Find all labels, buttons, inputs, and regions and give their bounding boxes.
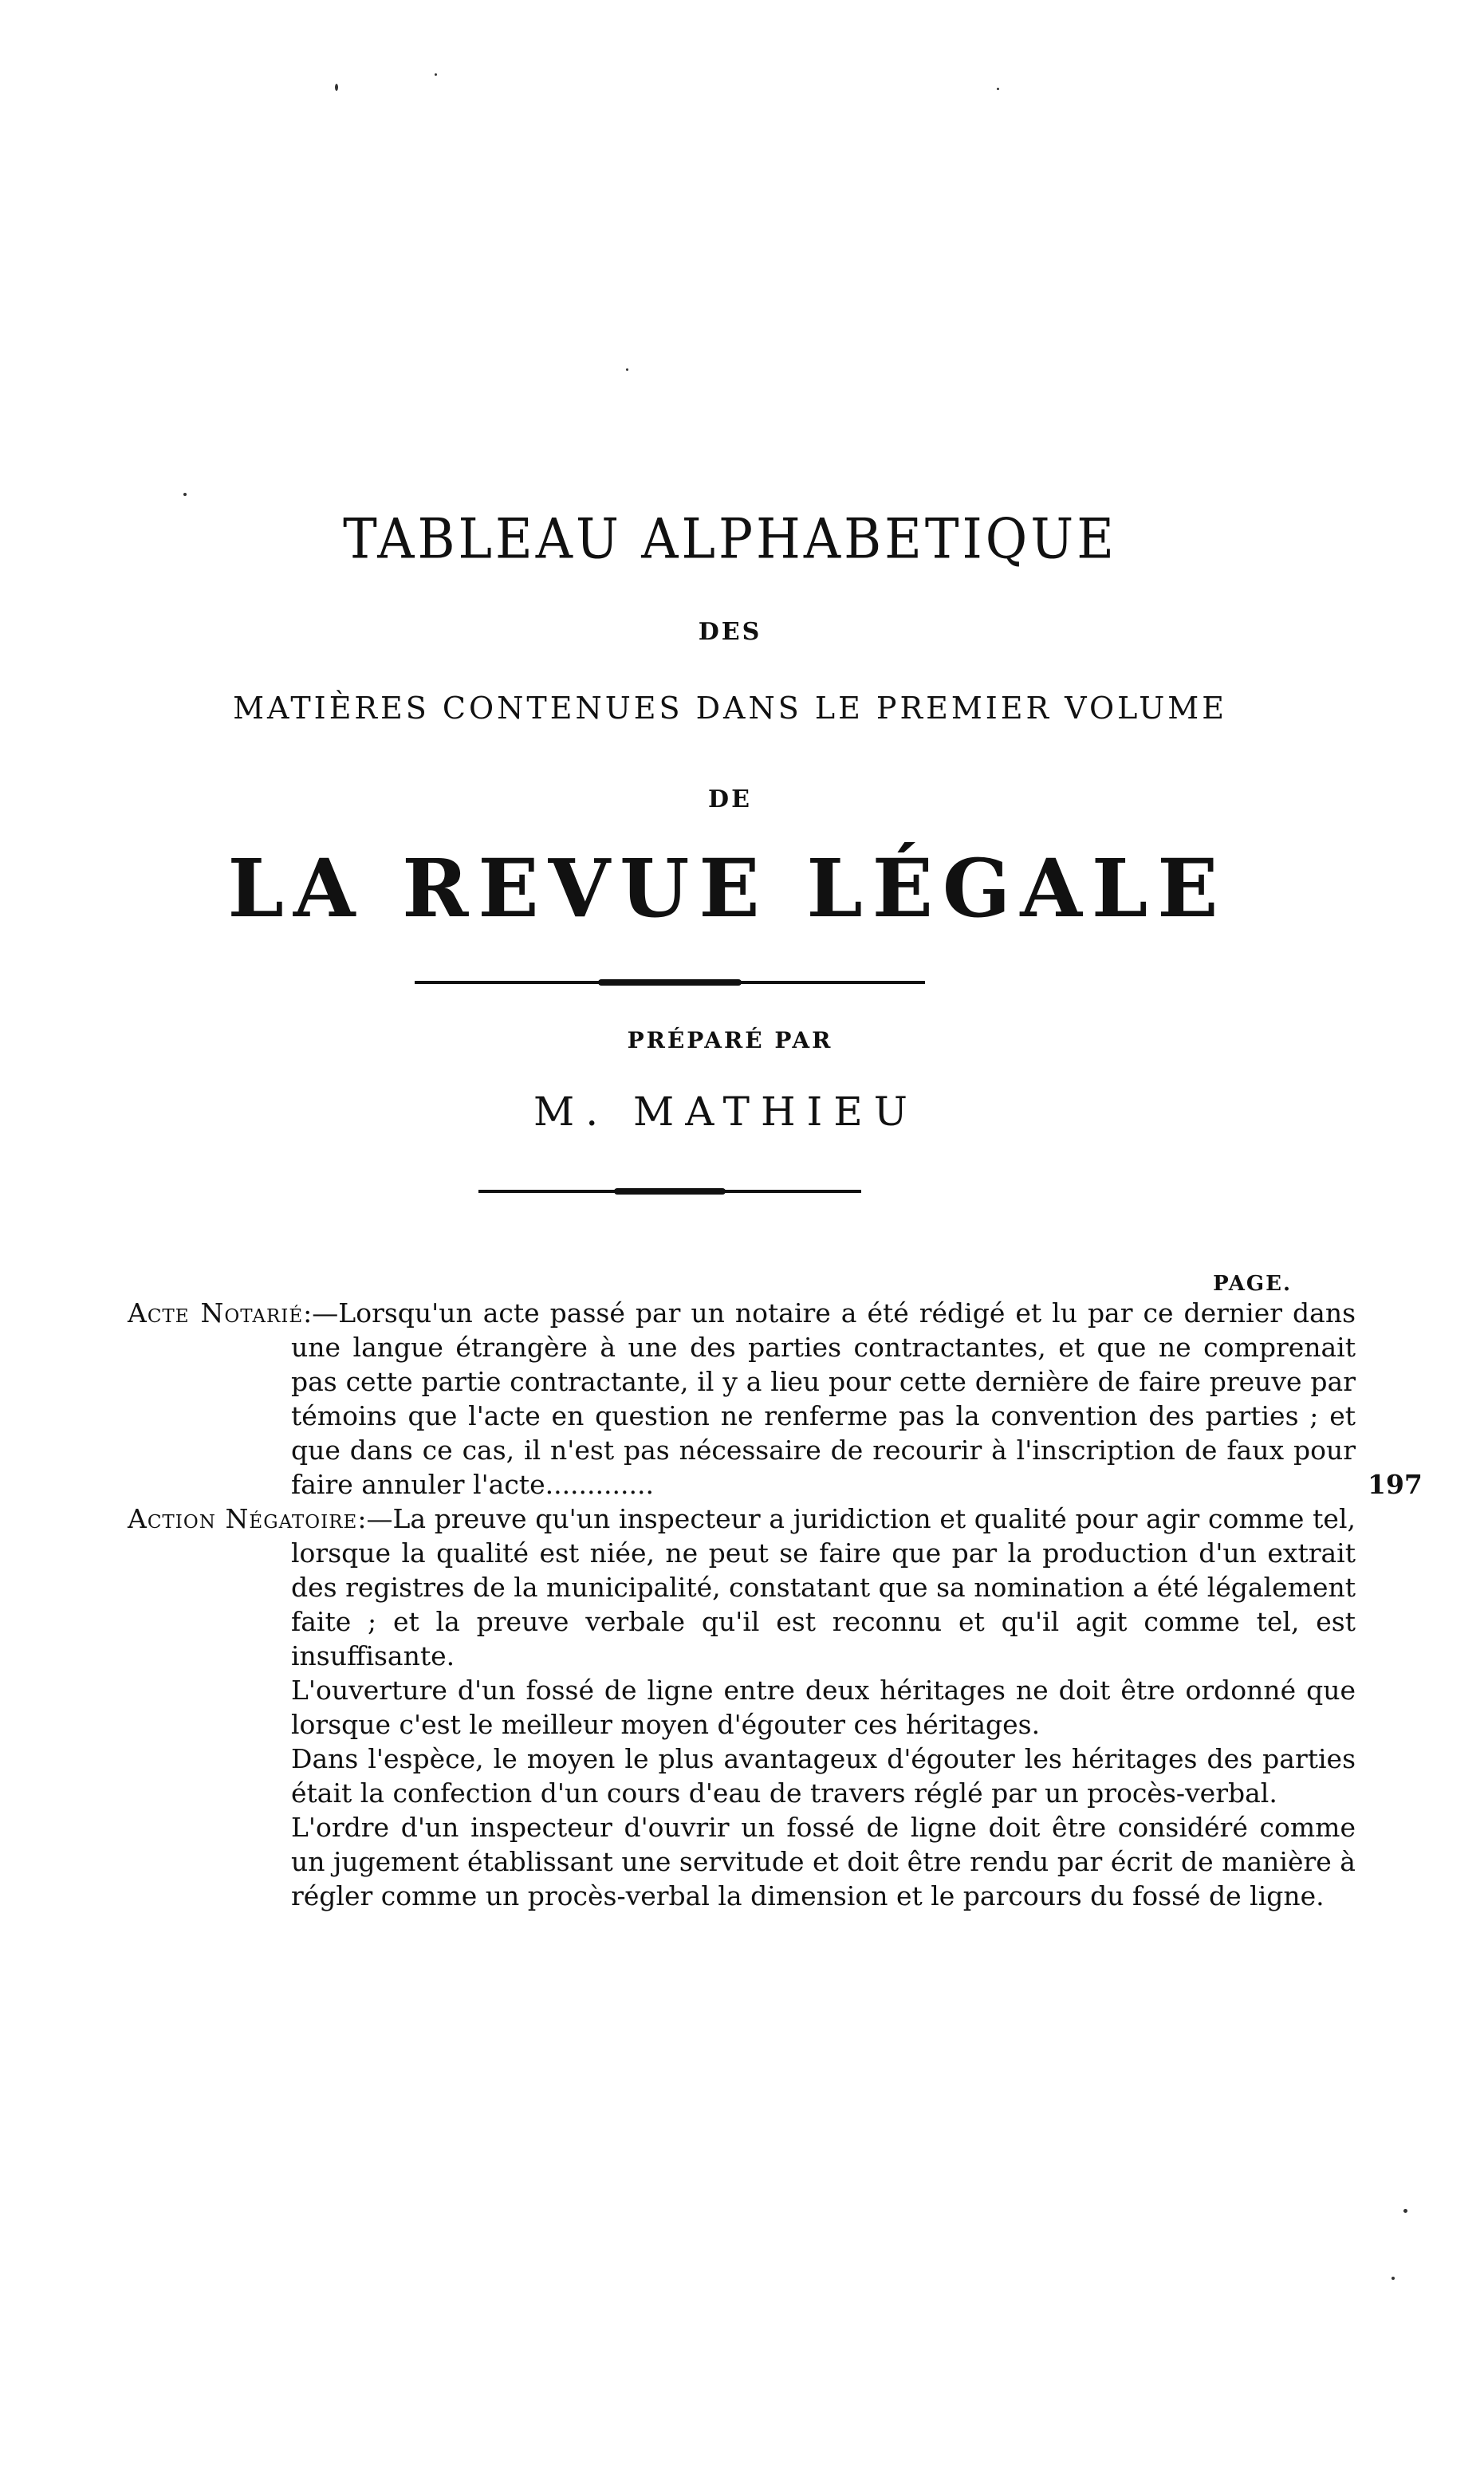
title-connector-des: DES [698, 618, 762, 646]
page-column-label: PAGE. [1213, 1272, 1292, 1296]
print-speck [626, 368, 628, 371]
ornamental-rule [478, 1190, 861, 1193]
index-entries [128, 1296, 1423, 1913]
index-entry [128, 1296, 1423, 1502]
entry-headword: Acte Notarié [128, 1297, 304, 1329]
prepared-by-label: PRÉPARÉ PAR [627, 1027, 833, 1053]
entry-page-number: 197 [1368, 1469, 1423, 1500]
entry-text: :—La preuve qu'un inspecteur a juridiction et qualité pour agir comme tel, lorsque la qualité est niée, ne peut se faire que par la production d'un extrait des registres de la municipalité, constatant que sa nomination a été légalement faite ; et la preuve verbale qu'il est reconnu et qu'il agit comme tel, est insuffisante. [291, 1503, 1356, 1671]
print-speck [1391, 2277, 1395, 2280]
print-speck [183, 493, 187, 496]
author-name: M. MATHIEU [533, 1088, 919, 1135]
index-entry [128, 1502, 1356, 1673]
index-title: TABLEAU ALPHABETIQUE [343, 508, 1117, 572]
print-speck [1403, 2209, 1407, 2213]
publication-title: LA REVUE LÉGALE [227, 841, 1228, 935]
entry-paragraph: L'ordre d'un inspecteur d'ouvrir un fossé de ligne doit être considéré comme un jugement établissant une servitude et doit être rendu par écrit de manière à régler comme un procès-verbal la dimension et le parcours du fossé de ligne. [291, 1812, 1356, 1911]
entry-paragraph: Dans l'espèce, le moyen le plus avantageux d'égouter les héritages des parties était la confection d'un cours d'eau de travers réglé par un procès-verbal. [291, 1743, 1356, 1809]
print-speck [997, 88, 999, 90]
entry-text: :—Lorsqu'un acte passé par un notaire a été rédigé et lu par ce dernier dans une langue étrangère à une des parties contractantes, et que ne comprenait pas cette partie contractante, il y a lieu pour cette dernière de faire preuve par témoins que l'acte en question ne renferme pas la convention des parties ; et que dans ce cas, il n'est pas nécessaire de recourir à l'inscription de faux pour faire annuler l'acte............. [291, 1297, 1356, 1500]
title-connector-de: DE [708, 785, 752, 813]
entry-headword: Action Négatoire [128, 1503, 358, 1534]
print-speck [435, 73, 437, 76]
print-speck [335, 84, 338, 91]
ornamental-rule [415, 981, 925, 984]
index-subtitle: MATIÈRES CONTENUES DANS LE PREMIER VOLUME [233, 691, 1227, 726]
entry-paragraph: L'ouverture d'un fossé de ligne entre deux héritages ne doit être ordonné que lorsque c'est le meilleur moyen d'égouter ces héritages. [291, 1675, 1356, 1740]
